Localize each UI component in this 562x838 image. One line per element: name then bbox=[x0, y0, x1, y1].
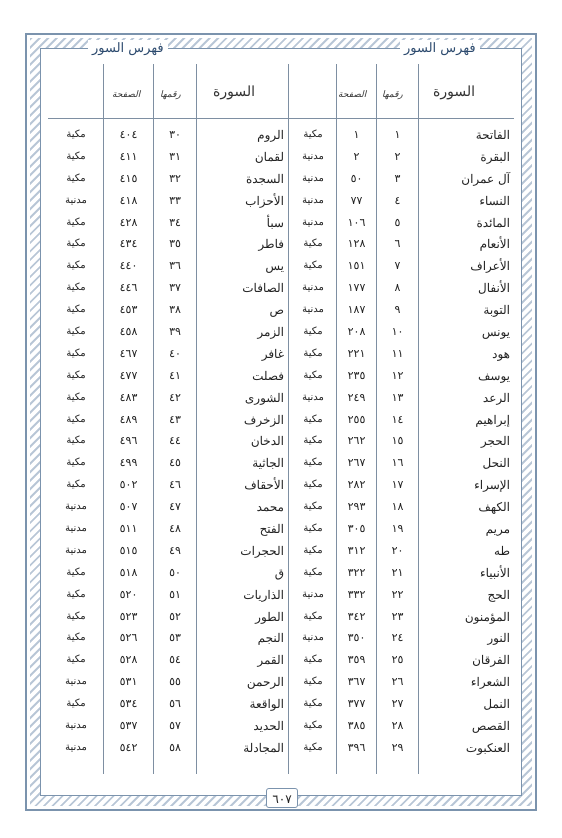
right-type-cell: مكية bbox=[303, 129, 323, 140]
right-type-cell: مكية bbox=[303, 260, 323, 272]
right-number-cell: ٥ bbox=[394, 215, 401, 229]
right-number-cell: ٢٤ bbox=[391, 631, 404, 645]
left-number-cell: ٥٦ bbox=[169, 697, 181, 711]
table-row bbox=[48, 606, 514, 628]
right-surah-cell: طه bbox=[494, 543, 510, 558]
right-page-cell: ٣٨٥ bbox=[347, 719, 366, 733]
left-type-cell: مكية bbox=[66, 413, 86, 425]
left-number-cell: ٥١ bbox=[169, 587, 181, 601]
right-type-cell: مكية bbox=[303, 676, 323, 688]
left-page-cell: ٤١١ bbox=[119, 149, 138, 163]
table-row bbox=[48, 387, 514, 409]
right-surah-cell: الأنبياء bbox=[479, 565, 510, 580]
right-number-cell: ٧ bbox=[394, 259, 401, 273]
left-surah-cell: ص bbox=[269, 303, 284, 318]
right-number-cell: ٢٥ bbox=[391, 653, 404, 667]
right-type-cell: مكية bbox=[303, 435, 323, 447]
left-type-cell: مكية bbox=[66, 479, 86, 491]
right-number-cell: ١٨ bbox=[391, 500, 404, 514]
left-page-cell: ٤٩٦ bbox=[119, 434, 138, 448]
left-page-cell: ٤٤٦ bbox=[119, 281, 138, 295]
table-row bbox=[48, 212, 514, 234]
left-page-cell: ٥٣٧ bbox=[119, 719, 138, 733]
right-type-cell: مدنية bbox=[302, 150, 324, 162]
page-number: ٦٠٧ bbox=[266, 788, 298, 808]
table-row bbox=[48, 584, 514, 606]
left-page-cell: ٥١٥ bbox=[119, 543, 138, 557]
table-row bbox=[48, 452, 514, 474]
header-divider bbox=[48, 118, 514, 119]
left-number-cell: ٣٣ bbox=[169, 193, 181, 207]
left-surah-cell: الزمر bbox=[257, 325, 284, 340]
right-type-cell: مدنية bbox=[302, 282, 324, 294]
right-page-cell: ١٧٧ bbox=[347, 281, 366, 295]
left-number-cell: ٥٤ bbox=[169, 653, 181, 667]
left-number-cell: ٥٧ bbox=[169, 719, 181, 733]
left-number-cell: ٥٨ bbox=[169, 740, 181, 754]
right-page-cell: ٢٨٢ bbox=[347, 478, 366, 492]
left-number-cell: ٣٠ bbox=[169, 128, 181, 141]
header-page-right: الصفحة bbox=[338, 90, 367, 100]
left-type-cell: مكية bbox=[66, 216, 86, 228]
left-surah-cell: الحديد bbox=[253, 719, 284, 734]
left-page-cell: ٤٢٨ bbox=[119, 215, 138, 229]
right-type-cell: مكية bbox=[303, 523, 323, 535]
left-page-cell: ٥٠٧ bbox=[119, 500, 138, 514]
right-number-cell: ١٢ bbox=[391, 368, 404, 382]
left-number-cell: ٣٧ bbox=[169, 281, 181, 295]
right-page-cell: ٧٧ bbox=[350, 193, 363, 207]
right-page-cell: ٢٤٩ bbox=[347, 390, 366, 404]
left-type-cell: مدنية bbox=[65, 194, 87, 206]
left-number-cell: ٣٨ bbox=[169, 303, 181, 317]
left-page-cell: ٥٢٦ bbox=[119, 631, 138, 645]
left-type-cell: مكية bbox=[66, 698, 86, 710]
right-type-cell: مكية bbox=[303, 566, 323, 578]
table-row bbox=[48, 496, 514, 518]
left-type-cell: مكية bbox=[66, 435, 86, 447]
left-number-cell: ٤٦ bbox=[169, 478, 181, 492]
left-number-cell: ٥٥ bbox=[169, 675, 181, 689]
left-type-cell: مكية bbox=[66, 632, 86, 644]
table-row bbox=[48, 649, 514, 671]
right-page-cell: ٣١٢ bbox=[347, 543, 366, 557]
right-type-cell: مكية bbox=[303, 698, 323, 710]
right-page-cell: ٣٣٢ bbox=[347, 587, 366, 601]
left-page-cell: ٤١٥ bbox=[119, 171, 138, 185]
left-page-cell: ٤٤٠ bbox=[119, 259, 138, 273]
left-type-cell: مدنية bbox=[65, 501, 87, 513]
right-surah-cell: الكهف bbox=[478, 500, 510, 515]
left-page-cell: ٤١٨ bbox=[119, 193, 138, 207]
left-page-cell: ٤٦٧ bbox=[119, 346, 138, 360]
left-number-cell: ٣٤ bbox=[169, 215, 181, 229]
left-number-cell: ٥٣ bbox=[169, 631, 181, 645]
right-number-cell: ٢٣ bbox=[391, 609, 404, 623]
right-type-cell: مدنية bbox=[302, 172, 324, 184]
right-number-cell: ١٥ bbox=[391, 434, 404, 448]
table-row bbox=[48, 627, 514, 649]
right-number-cell: ٨ bbox=[394, 281, 401, 295]
left-surah-cell: الأحقاف bbox=[244, 478, 284, 493]
table-body bbox=[48, 124, 514, 759]
left-surah-cell: الدخان bbox=[250, 434, 284, 449]
left-type-cell: مكية bbox=[66, 654, 86, 666]
left-surah-cell: سبأ bbox=[266, 215, 284, 230]
right-surah-cell: الإسراء bbox=[474, 478, 510, 493]
left-surah-cell: الروم bbox=[257, 128, 284, 142]
right-surah-cell: الفاتحة bbox=[475, 128, 510, 142]
header-page-left: الصفحة bbox=[112, 90, 141, 100]
surah-index-table bbox=[48, 64, 514, 774]
right-surah-cell: يوسف bbox=[477, 368, 510, 383]
left-page-cell: ٥٠٢ bbox=[119, 478, 138, 492]
table-row bbox=[48, 518, 514, 540]
right-number-cell: ٢٧ bbox=[391, 697, 404, 711]
left-surah-cell: ق bbox=[274, 565, 284, 580]
right-surah-cell: الحج bbox=[487, 587, 510, 602]
header-title-left: فهرس السور bbox=[88, 40, 168, 58]
left-number-cell: ٤٢ bbox=[169, 390, 181, 404]
right-number-cell: ٦ bbox=[394, 237, 401, 251]
left-type-cell: مدنية bbox=[65, 741, 87, 753]
left-number-cell: ٤٠ bbox=[169, 346, 181, 360]
left-page-cell: ٥٣١ bbox=[119, 675, 138, 689]
right-number-cell: ١٣ bbox=[391, 390, 404, 404]
left-page-cell: ٥١١ bbox=[119, 522, 138, 536]
right-surah-cell: المائدة bbox=[476, 215, 510, 230]
left-type-cell: مكية bbox=[66, 150, 86, 162]
left-surah-cell: الأحزاب bbox=[245, 193, 284, 208]
right-page-cell: ٣٦٧ bbox=[347, 675, 366, 689]
left-surah-cell: لقمان bbox=[254, 149, 284, 164]
right-page-cell: ٢٣٥ bbox=[347, 368, 366, 382]
table-row bbox=[48, 365, 514, 387]
left-surah-cell: المجادلة bbox=[243, 740, 284, 755]
table-row bbox=[48, 168, 514, 190]
right-page-cell: ١٠٦ bbox=[347, 215, 366, 229]
header-number-left: رقمها bbox=[160, 90, 181, 100]
left-number-cell: ٥٠ bbox=[169, 565, 181, 579]
left-page-cell: ٥٤٢ bbox=[119, 740, 138, 754]
right-surah-cell: القصص bbox=[471, 719, 510, 734]
left-surah-cell: يس bbox=[265, 259, 284, 274]
left-surah-cell: الذاريات bbox=[243, 587, 284, 602]
left-page-cell: ٥٢٠ bbox=[119, 587, 138, 601]
left-number-cell: ٤٥ bbox=[169, 456, 181, 470]
left-page-cell: ٤٥٣ bbox=[119, 303, 138, 317]
right-page-cell: ٢٢١ bbox=[347, 346, 366, 360]
right-surah-cell: النساء bbox=[479, 193, 510, 208]
left-type-cell: مدنية bbox=[65, 720, 87, 732]
right-number-cell: ٢٨ bbox=[391, 719, 404, 733]
left-number-cell: ٣٥ bbox=[169, 237, 181, 251]
right-number-cell: ١٤ bbox=[391, 412, 404, 426]
right-page-cell: ٢٦٢ bbox=[347, 434, 366, 448]
right-surah-cell: الشعراء bbox=[470, 675, 510, 690]
right-page-cell: ٢٩٣ bbox=[347, 500, 366, 514]
right-surah-cell: الرعد bbox=[482, 390, 510, 405]
right-number-cell: ٩ bbox=[394, 303, 401, 317]
table-row bbox=[48, 146, 514, 168]
right-surah-cell: الأنعام bbox=[479, 237, 510, 252]
table-row bbox=[48, 693, 514, 715]
right-type-cell: مكية bbox=[303, 741, 323, 753]
table-row bbox=[48, 474, 514, 496]
left-surah-cell: فاطر bbox=[258, 237, 284, 252]
left-page-cell: ٤٧٧ bbox=[119, 368, 138, 382]
right-page-cell: ٢٦٧ bbox=[347, 456, 366, 470]
left-page-cell: ٤٠٤ bbox=[119, 128, 138, 141]
right-page-cell: ١ bbox=[353, 128, 360, 141]
left-type-cell: مكية bbox=[66, 566, 86, 578]
right-number-cell: ٢٢ bbox=[391, 587, 404, 601]
right-type-cell: مدنية bbox=[302, 216, 324, 228]
left-type-cell: مكية bbox=[66, 304, 86, 316]
left-type-cell: مكية bbox=[66, 172, 86, 184]
left-page-cell: ٤٩٩ bbox=[119, 456, 138, 470]
right-type-cell: مدنية bbox=[302, 391, 324, 403]
left-number-cell: ٤٨ bbox=[169, 522, 181, 536]
left-type-cell: مكية bbox=[66, 369, 86, 381]
right-surah-cell: الأعراف bbox=[470, 259, 510, 274]
left-page-cell: ٤٣٤ bbox=[119, 237, 138, 251]
left-number-cell: ٤١ bbox=[169, 368, 181, 382]
left-surah-cell: الصافات bbox=[242, 281, 284, 296]
right-surah-cell: الأنفال bbox=[478, 281, 510, 296]
right-page-cell: ٣٠٥ bbox=[347, 522, 366, 536]
left-surah-cell: فصلت bbox=[252, 368, 284, 383]
left-page-cell: ٥٢٨ bbox=[119, 653, 138, 667]
left-surah-cell: القمر bbox=[257, 653, 284, 668]
right-surah-cell: مريم bbox=[485, 522, 510, 537]
table-row bbox=[48, 343, 514, 365]
right-surah-cell: الفرقان bbox=[472, 653, 510, 668]
right-page-cell: ١٥١ bbox=[347, 259, 366, 273]
right-type-cell: مكية bbox=[303, 501, 323, 513]
left-page-cell: ٤٥٨ bbox=[119, 325, 138, 339]
table-row bbox=[48, 299, 514, 321]
right-type-cell: مدنية bbox=[302, 632, 324, 644]
left-type-cell: مكية bbox=[66, 238, 86, 250]
table-row bbox=[48, 255, 514, 277]
right-page-cell: ٢ bbox=[353, 149, 360, 163]
right-number-cell: ١٠ bbox=[391, 325, 404, 339]
table-row bbox=[48, 277, 514, 299]
left-type-cell: مكية bbox=[66, 391, 86, 403]
left-type-cell: مكية bbox=[66, 282, 86, 294]
right-type-cell: مكية bbox=[303, 610, 323, 622]
left-page-cell: ٥٣٤ bbox=[119, 697, 138, 711]
right-surah-cell: النحل bbox=[482, 456, 510, 471]
left-surah-cell: السجدة bbox=[245, 171, 284, 186]
right-type-cell: مكية bbox=[303, 326, 323, 338]
left-surah-cell: محمد bbox=[256, 500, 284, 515]
table-row bbox=[48, 190, 514, 212]
right-page-cell: ٢٥٥ bbox=[347, 412, 366, 426]
left-number-cell: ٣٩ bbox=[169, 325, 181, 339]
right-surah-cell: النور bbox=[487, 631, 510, 646]
left-surah-cell: الزخرف bbox=[243, 412, 284, 427]
left-page-cell: ٤٨٣ bbox=[119, 390, 138, 404]
right-page-cell: ٣٧٧ bbox=[347, 697, 366, 711]
right-number-cell: ١ bbox=[394, 128, 401, 141]
left-surah-cell: النجم bbox=[257, 631, 284, 646]
table-row bbox=[48, 233, 514, 255]
right-type-cell: مدنية bbox=[302, 194, 324, 206]
right-surah-cell: التوبة bbox=[483, 303, 510, 318]
header-surah-right: السورة bbox=[433, 84, 475, 100]
right-page-cell: ٣٥٠ bbox=[347, 631, 366, 645]
right-page-cell: ٣٩٦ bbox=[347, 740, 366, 754]
right-number-cell: ٢ bbox=[394, 149, 401, 163]
left-number-cell: ٣٦ bbox=[169, 259, 181, 273]
right-page-cell: ١٨٧ bbox=[347, 303, 366, 317]
right-number-cell: ٢١ bbox=[391, 565, 404, 579]
left-type-cell: مدنية bbox=[65, 523, 87, 535]
table-row bbox=[48, 671, 514, 693]
left-page-cell: ٤٨٩ bbox=[119, 412, 138, 426]
left-number-cell: ٣٢ bbox=[169, 171, 181, 185]
right-page-cell: ٣٥٩ bbox=[347, 653, 366, 667]
left-type-cell: مكية bbox=[66, 326, 86, 338]
right-type-cell: مكية bbox=[303, 413, 323, 425]
right-number-cell: ١١ bbox=[391, 346, 404, 360]
right-number-cell: ١٧ bbox=[391, 478, 404, 492]
table-row bbox=[48, 715, 514, 737]
right-page-cell: ١٢٨ bbox=[347, 237, 366, 251]
right-type-cell: مدنية bbox=[302, 304, 324, 316]
right-number-cell: ٢٦ bbox=[391, 675, 404, 689]
right-type-cell: مكية bbox=[303, 347, 323, 359]
header-surah-left: السورة bbox=[213, 84, 255, 100]
right-number-cell: ١٦ bbox=[391, 456, 404, 470]
left-number-cell: ٤٧ bbox=[169, 500, 181, 514]
left-type-cell: مكية bbox=[66, 457, 86, 469]
left-surah-cell: الواقعة bbox=[249, 697, 284, 712]
right-surah-cell: آل عمران bbox=[461, 171, 510, 186]
table-row bbox=[48, 124, 514, 146]
right-type-cell: مكية bbox=[303, 654, 323, 666]
left-type-cell: مكية bbox=[66, 347, 86, 359]
right-type-cell: مكية bbox=[303, 720, 323, 732]
right-page-cell: ٣٤٢ bbox=[347, 609, 366, 623]
table-row bbox=[48, 540, 514, 562]
right-surah-cell: يونس bbox=[481, 325, 510, 340]
left-number-cell: ٣١ bbox=[169, 149, 181, 163]
table-row bbox=[48, 409, 514, 431]
right-type-cell: مكية bbox=[303, 238, 323, 250]
right-page-cell: ٥٠ bbox=[350, 171, 363, 185]
table-row bbox=[48, 562, 514, 584]
right-number-cell: ٢٩ bbox=[391, 740, 404, 754]
right-type-cell: مكية bbox=[303, 479, 323, 491]
header-title-right: فهرس السور bbox=[400, 40, 480, 58]
left-surah-cell: الطور bbox=[255, 609, 284, 624]
right-type-cell: مكية bbox=[303, 457, 323, 469]
table-row bbox=[48, 321, 514, 343]
left-type-cell: مكية bbox=[66, 260, 86, 272]
right-surah-cell: الحجر bbox=[480, 434, 510, 449]
left-type-cell: مكية bbox=[66, 129, 86, 140]
right-surah-cell: النمل bbox=[483, 697, 510, 712]
right-number-cell: ٤ bbox=[394, 193, 401, 207]
left-type-cell: مدنية bbox=[65, 544, 87, 556]
right-surah-cell: المؤمنون bbox=[464, 609, 510, 624]
left-type-cell: مدنية bbox=[65, 676, 87, 688]
left-surah-cell: الحجرات bbox=[240, 543, 284, 558]
right-number-cell: ١٩ bbox=[391, 522, 404, 536]
right-type-cell: مكية bbox=[303, 544, 323, 556]
right-surah-cell: إبراهيم bbox=[475, 412, 510, 427]
left-page-cell: ٥٢٣ bbox=[119, 609, 138, 623]
table-row bbox=[48, 737, 514, 759]
left-page-cell: ٥١٨ bbox=[119, 565, 138, 579]
right-type-cell: مدنية bbox=[302, 588, 324, 600]
header-number-right: رقمها bbox=[382, 90, 403, 100]
left-number-cell: ٤٩ bbox=[169, 543, 181, 557]
right-surah-cell: العنكبوت bbox=[465, 740, 510, 755]
left-type-cell: مكية bbox=[66, 610, 86, 622]
left-number-cell: ٤٤ bbox=[169, 434, 181, 448]
right-number-cell: ٣ bbox=[394, 171, 401, 185]
table-row bbox=[48, 430, 514, 452]
left-number-cell: ٥٢ bbox=[169, 609, 181, 623]
right-surah-cell: هود bbox=[492, 346, 510, 361]
right-type-cell: مكية bbox=[303, 369, 323, 381]
left-number-cell: ٤٣ bbox=[169, 412, 181, 426]
right-surah-cell: البقرة bbox=[480, 149, 510, 164]
right-page-cell: ٢٠٨ bbox=[347, 325, 366, 339]
left-surah-cell: الفتح bbox=[259, 522, 284, 537]
right-number-cell: ٢٠ bbox=[391, 543, 404, 557]
left-surah-cell: الشورى bbox=[244, 390, 284, 405]
right-page-cell: ٣٢٢ bbox=[347, 565, 366, 579]
left-surah-cell: الرحمن bbox=[246, 675, 284, 690]
left-surah-cell: غافر bbox=[261, 346, 284, 361]
left-surah-cell: الجاثية bbox=[252, 456, 284, 471]
left-type-cell: مكية bbox=[66, 588, 86, 600]
